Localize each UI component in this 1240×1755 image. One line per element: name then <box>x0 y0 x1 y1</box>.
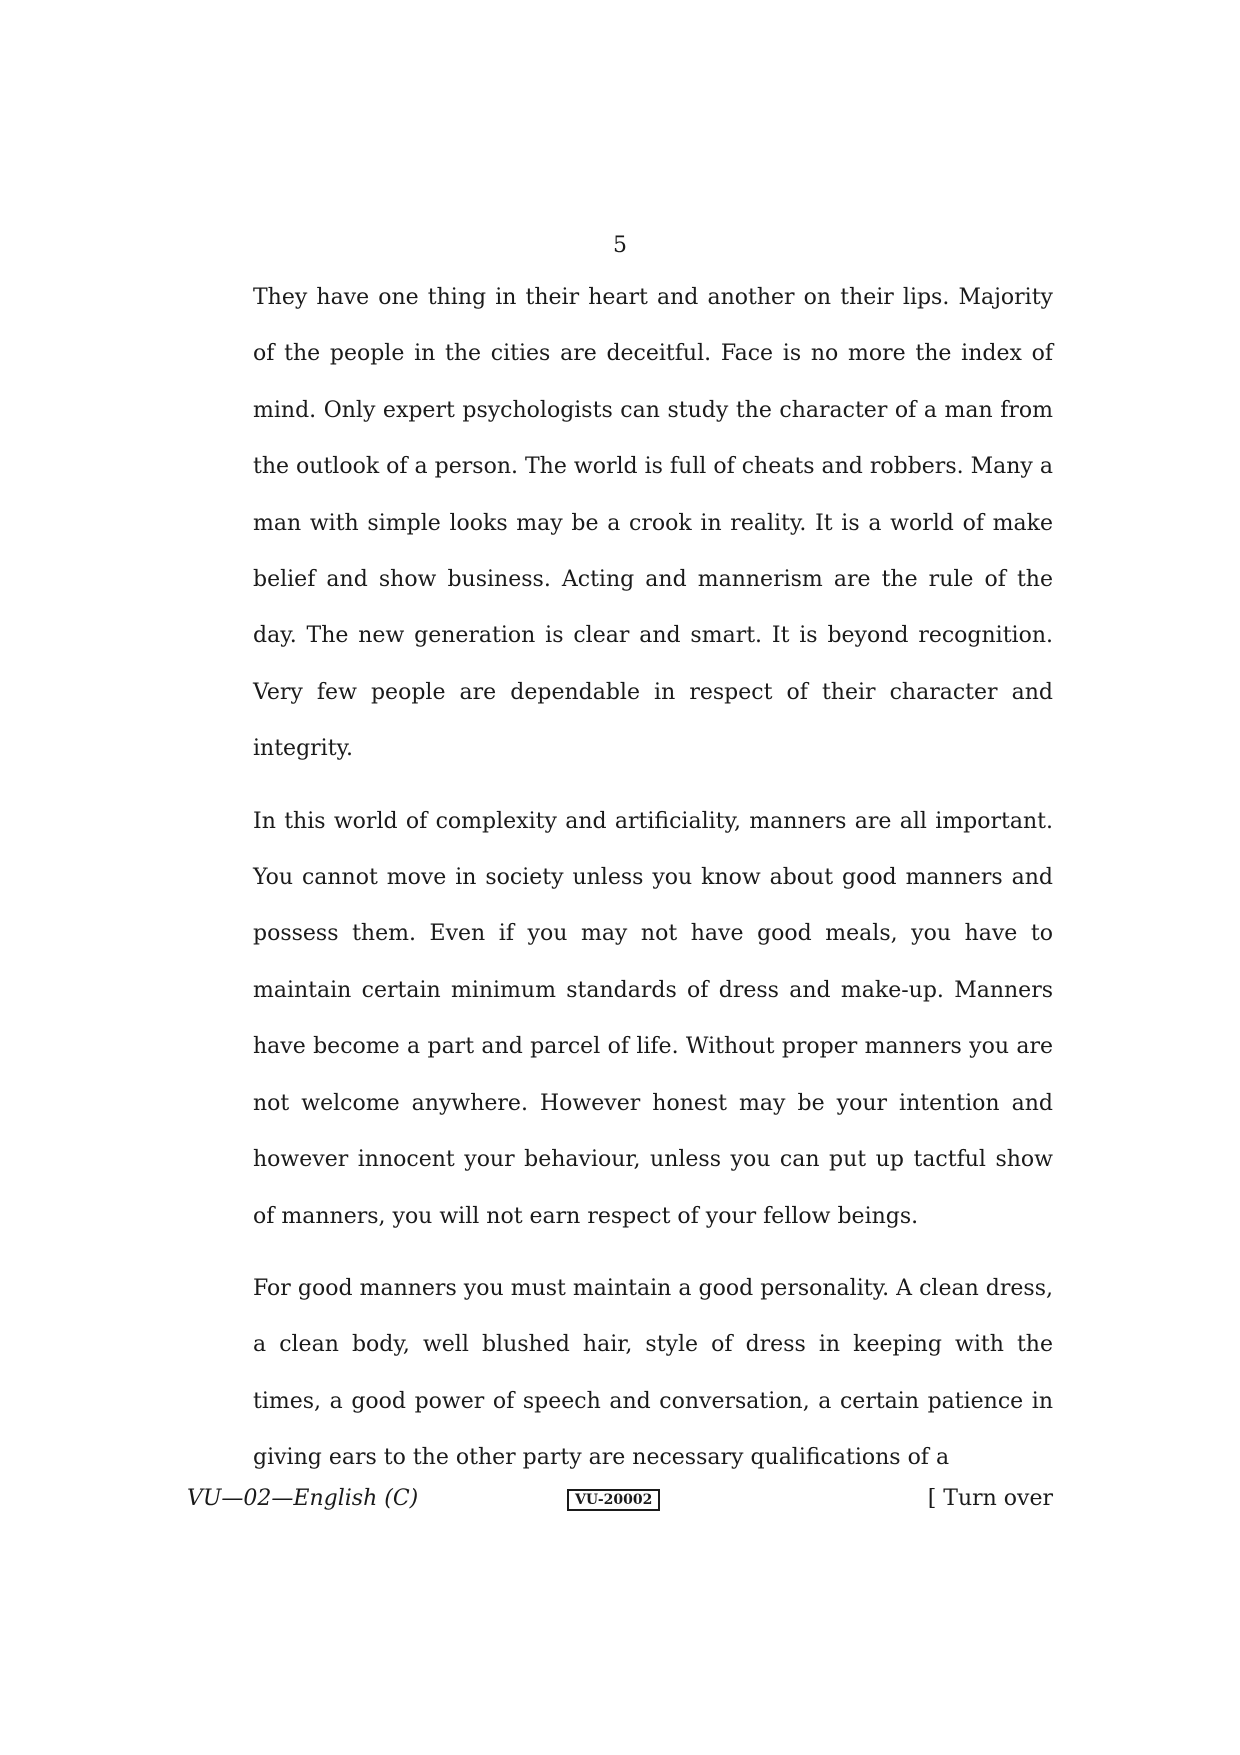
footer-booklet-code: VU-20002 <box>567 1489 660 1511</box>
page-number: 5 <box>613 233 627 258</box>
paragraph-3: For good manners you must maintain a good personality. A clean dress, a clean body, well blushed hair, style of dress in keeping with the times, a good power of speech and conversation, a certain patience in giving ears to the other party are necessary qualifications of a <box>253 1275 1053 1471</box>
paragraph-1: They have one thing in their heart and another on their lips. Majority of the people in the cities are deceitful. Face is no more the index of mind. Only expert psychologists can study the character of a man from the outlook of a person. The world is full of cheats and robbers. Many a man with simple looks may be a crook in reality. It is a world of make belief and show business. Acting and mannerism are the rule of the day. The new generation is clear and smart. It is beyond recognition. Very few people are dependable in respect of their character and integrity. <box>253 285 1053 762</box>
footer-turn-over: [ Turn over <box>927 1486 1053 1511</box>
page-footer <box>187 1484 1053 1518</box>
body-text <box>253 270 1053 1487</box>
footer-paper-code: VU—02—English (C) <box>187 1486 419 1511</box>
paragraph-2: In this world of complexity and artificiality, manners are all important. You cannot move in society unless you know about good manners and possess them. Even if you may not have good meals, you have to maintain certain minimum standards of dress and make-up. Manners have become a part and parcel of life. Without proper manners you are not welcome anywhere. However honest may be your intention and however innocent your behaviour, unless you can put up tactful show of manners, you will not earn respect of your fellow beings. <box>253 808 1053 1229</box>
